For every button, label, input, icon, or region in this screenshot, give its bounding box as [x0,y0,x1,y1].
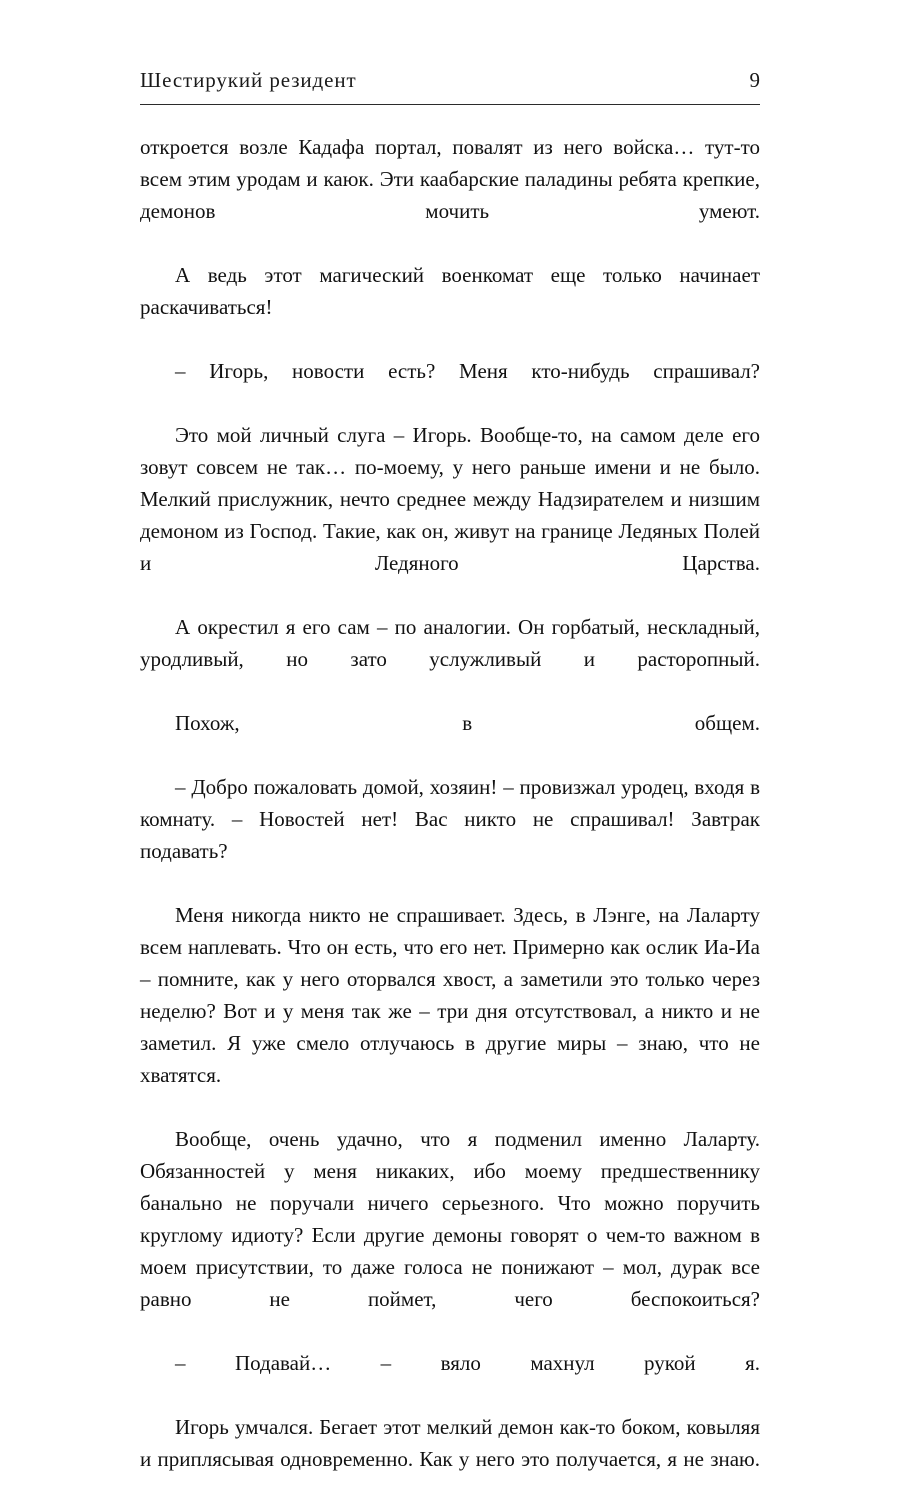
body-paragraph: – Добро пожаловать домой, хозяин! – провизжал уродец, входя в комнату. – Новостей нет! Вас никто не спрашивал! Завтрак подавать? [140,775,760,863]
body-text-block [140,131,760,1507]
body-paragraph: А ведь этот магический военкомат еще только начинает раскачиваться! [140,263,760,319]
body-paragraph: – Подавай… – вяло махнул рукой я. [175,1351,760,1375]
body-paragraph: – Игорь, новости есть? Меня кто-нибудь спрашивал? [175,359,760,383]
body-paragraph: Это мой личный слуга – Игорь. Вообще-то, на самом деле его зовут совсем не так… по-моему, у него раньше имени и не было. Мелкий прислужник, нечто среднее между Надзирателем и низшим демоном из Господ. Такие, как он, живут на границе Ледяных Полей и Ледяного Царства. [140,423,760,575]
running-head [140,66,760,94]
running-head-title: Шестирукий резидент [140,68,357,92]
body-paragraph: Игорь умчался. Бегает этот мелкий демон как-то боком, ковыляя и приплясывая одновременно. Как у него это получается, я не знаю. [140,1415,760,1471]
body-paragraph: Меня никогда никто не спрашивает. Здесь, в Лэнге, на Лаларту всем наплевать. Что он есть, что его нет. Примерно как ослик Иа-Иа – помните, как у него оторвался хвост, а заметили это только через неделю? Вот и у меня так же – три дня отсутствовал, а никто и не заметил. Я уже смело отлучаюсь в другие миры – знаю, что не хватятся. [140,903,760,1087]
body-paragraph: А окрестил я его сам – по аналогии. Он горбатый, нескладный, уродливый, но зато услужливый и расторопный. [140,615,760,671]
body-paragraph: откроется возле Кадафа портал, повалят из него войска… тут-то всем этим уродам и каюк. Эти каабарские паладины ребята крепкие, демонов мочить умеют. [140,135,760,223]
body-paragraph: Похож, в общем. [175,711,760,735]
header-divider-rule [140,104,760,105]
page-number: 9 [749,68,760,92]
body-paragraph: Вообще, очень удачно, что я подменил именно Лаларту. Обязанностей у меня никаких, ибо моему предшественнику банально не поручали ничего серьезного. Что можно поручить круглому идиоту? Если другие демоны говорят о чем-то важном в моем присутствии, то даже голоса не понижают – мол, дурак все равно не поймет, чего беспокоиться? [140,1127,760,1311]
